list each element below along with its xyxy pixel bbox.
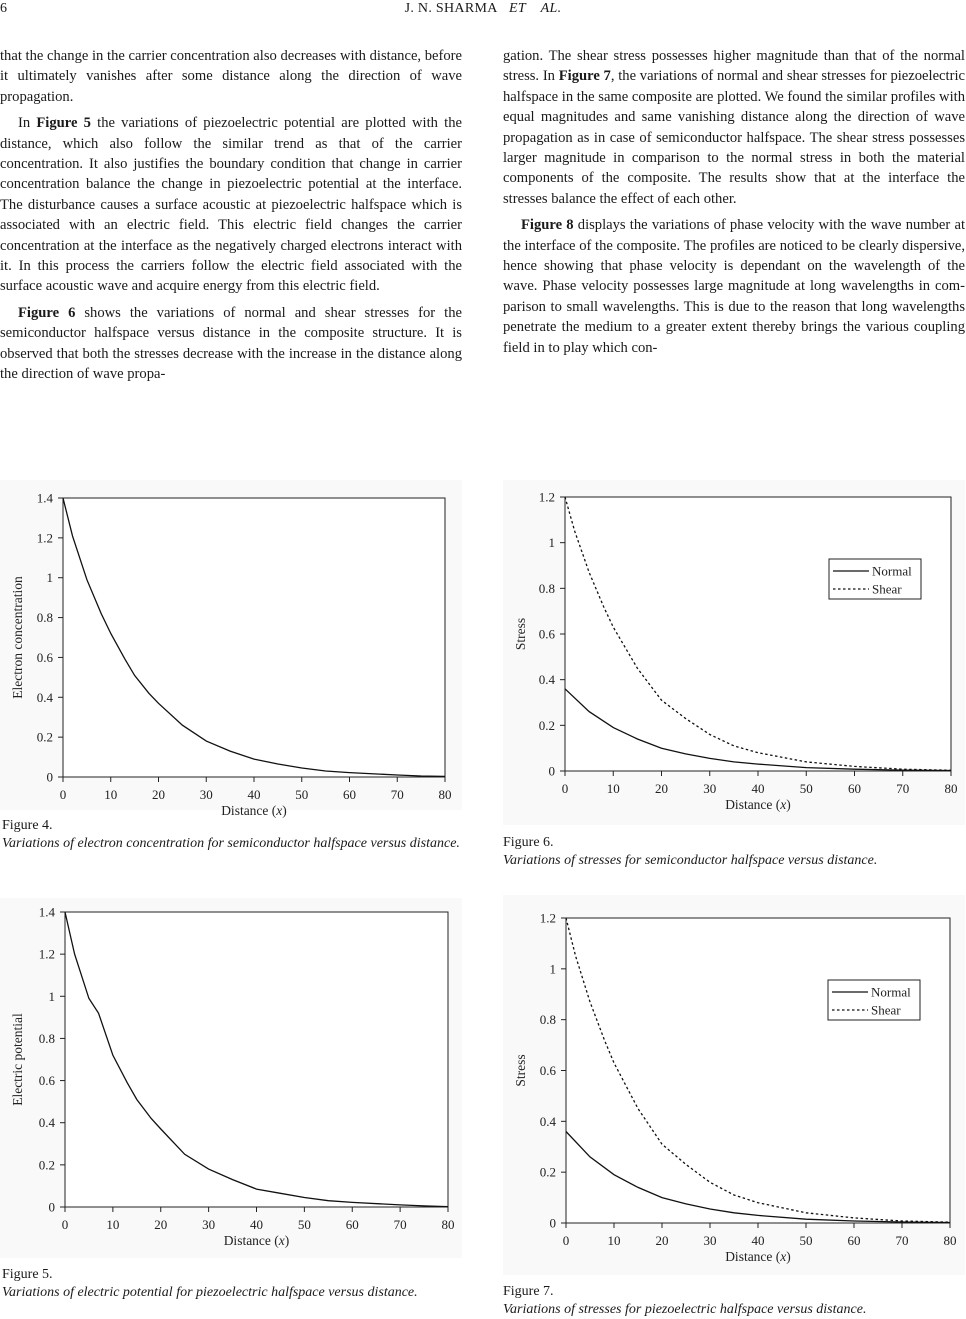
x-tick-label: 60 — [343, 787, 356, 802]
x-tick-label: 10 — [104, 787, 118, 802]
y-axis-label: Stress — [513, 1054, 528, 1087]
x-tick-label: 70 — [390, 787, 404, 802]
x-tick-label: 40 — [751, 1233, 765, 1248]
y-tick-label: 1 — [46, 570, 53, 586]
figure-5-caption-text: Variations of electric potential for piezoelectric halfspace versus distance. — [2, 1285, 418, 1300]
figure-6-caption — [503, 834, 965, 870]
x-tick-label: 0 — [59, 787, 67, 802]
figure-reference: Figure 7 — [558, 68, 611, 85]
y-tick-label: 0.8 — [538, 580, 555, 596]
x-tick-label: 50 — [799, 781, 813, 796]
left-column-paragraph — [0, 46, 462, 107]
x-tick-label: 60 — [848, 781, 861, 796]
plot-frame — [565, 497, 951, 771]
x-tick-label: 80 — [441, 1217, 455, 1232]
text-run: In — [18, 115, 37, 132]
figure-5-caption — [2, 1266, 462, 1302]
x-axis-label: Distance (x) — [221, 803, 287, 818]
legend-label: Normal — [871, 984, 911, 1000]
y-tick-label: 0 — [46, 769, 53, 785]
x-tick-label: 20 — [152, 787, 165, 802]
text-run: gation. The shear stress possesses higher magnitude than that of the normal stress. In — [503, 48, 965, 85]
figure-5-chart — [0, 898, 462, 1258]
plot-frame — [566, 918, 950, 1223]
figure-7-chart — [503, 895, 965, 1275]
y-axis-label: Electron concentration — [10, 576, 25, 699]
x-tick-label: 20 — [154, 1217, 168, 1232]
y-tick-label: 0.6 — [38, 1073, 55, 1089]
x-tick-label: 40 — [247, 787, 261, 802]
x-tick-label: 0 — [61, 1217, 69, 1232]
y-tick-label: 1.2 — [538, 489, 555, 505]
figure-6-plot — [503, 480, 965, 825]
y-tick-label: 0.8 — [36, 610, 53, 626]
text-run: that the change in the carrier concentration also decreases with distance, before it ultimately vanishes after some distance along the direction of wave propagation. — [0, 48, 462, 105]
x-tick-label: 10 — [606, 781, 620, 796]
x-tick-label: 60 — [847, 1233, 861, 1248]
y-tick-label: 0.4 — [36, 689, 53, 705]
left-column-paragraph — [0, 303, 462, 385]
y-tick-label: 1 — [549, 961, 556, 977]
x-tick-label: 0 — [562, 1233, 570, 1248]
figure-5-plot — [0, 898, 462, 1258]
x-axis-label: Distance (x) — [725, 797, 791, 812]
figure-4-chart — [0, 480, 462, 818]
y-tick-label: 0.2 — [38, 1157, 55, 1173]
y-axis-label: Electric potential — [10, 1013, 25, 1106]
x-tick-label: 70 — [896, 781, 910, 796]
y-tick-label: 1.4 — [36, 490, 53, 506]
figure-4-caption-text: Variations of electron concentration for semiconductor halfspace versus distance. — [2, 836, 460, 851]
y-tick-label: 0.8 — [539, 1012, 556, 1028]
y-tick-label: 0.6 — [538, 626, 555, 642]
right-column-paragraph — [503, 215, 965, 358]
figure-reference: Figure 5 — [36, 115, 91, 132]
y-tick-label: 1.2 — [36, 530, 53, 546]
text-run: , the variations of normal and shear stresses for piezoelectric halfspace in the same composite are plotted. We found the similar profiles with equal magnitudes and same vanishing distance along the direction of wave propagation as in case of semiconductor halfspace. The shear stress possesses larger magnitude in comparison to the normal stress in both the material components of the composite. The results show that at the interface the stresses balance the effect of each other. — [503, 68, 965, 207]
x-tick-label: 70 — [895, 1233, 909, 1248]
running-title — [0, 1, 966, 17]
y-tick-label: 0.6 — [36, 649, 53, 665]
running-title-et-al: ET AL. — [509, 1, 562, 16]
text-run: the variations of piezoelectric potential are plotted with the distance, which also follow the similar trend as that of the carrier concentration. It also justifies the boundary condition that change in carrier concentration balance the change in piezoelectric potential at the interface. The disturbance causes a surface acoustic at piezoelectric halfspace which is associated with an electric field. This electric field changes the carrier concentration at the interface as the negatively charged electrons interact with it. In this process the carriers follow the electric field associated with the surface acoustic wave and acquire energy from this electric field. — [0, 115, 462, 295]
x-tick-label: 20 — [655, 1233, 669, 1248]
figure-6-chart — [503, 480, 965, 825]
page-number: 6 — [0, 1, 7, 16]
text-run: displays the variations of phase velocity with the wave number at the interface of the composite. The profiles are noticed to be clearly dispersive, hence showing that phase velocity is dependant on the wavelength of the wave. Phase velocity possesses large magnitude at long wavelengths in comparison to small wavelengths. This is due to the reason that long wavelengths penetrate the medium to a greater extent thereby brings the various coupling field in to play which con- — [503, 217, 965, 356]
x-tick-label: 0 — [561, 781, 569, 796]
x-tick-label: 50 — [799, 1233, 813, 1248]
x-tick-label: 60 — [345, 1217, 359, 1232]
x-tick-label: 40 — [751, 781, 765, 796]
figure-4-label: Figure 4. — [2, 818, 53, 833]
left-text-column — [0, 46, 462, 385]
legend-label: Normal — [872, 563, 912, 579]
figure-reference: Figure 8 — [521, 217, 574, 234]
y-tick-label: 1.2 — [539, 910, 556, 926]
y-tick-label: 0.8 — [38, 1030, 55, 1046]
y-tick-label: 0 — [48, 1199, 55, 1215]
right-column-paragraph — [503, 46, 965, 209]
x-tick-label: 50 — [297, 1217, 311, 1232]
y-tick-label: 0.4 — [539, 1113, 556, 1129]
x-axis-label: Distance (x) — [725, 1249, 791, 1264]
y-tick-label: 0.2 — [538, 717, 555, 733]
figure-6-caption-text: Variations of stresses for semiconductor halfspace versus distance. — [503, 853, 878, 868]
figure-6-label: Figure 6. — [503, 835, 554, 850]
text-run: shows the variations of normal and shear stresses for the semiconductor halfspace versus distance in the composite structure. It is observed that both the stresses decrease with the increase in the distance along the direction of wave propa- — [0, 304, 462, 383]
x-tick-label: 50 — [295, 787, 309, 802]
plot-frame — [65, 912, 448, 1207]
figure-4-caption — [2, 817, 462, 853]
x-tick-label: 40 — [250, 1217, 263, 1232]
x-tick-label: 20 — [655, 781, 668, 796]
x-tick-label: 30 — [202, 1217, 216, 1232]
x-tick-label: 70 — [393, 1217, 407, 1232]
x-tick-label: 80 — [943, 1233, 957, 1248]
x-tick-label: 30 — [703, 781, 717, 796]
x-tick-label: 80 — [438, 787, 452, 802]
plot-frame — [63, 498, 445, 777]
y-tick-label: 0 — [549, 1215, 556, 1231]
y-tick-label: 1 — [548, 535, 555, 551]
x-axis-label: Distance (x) — [223, 1233, 290, 1248]
y-tick-label: 1.2 — [38, 946, 55, 962]
left-column-paragraph — [0, 113, 462, 297]
y-tick-label: 1 — [48, 988, 55, 1004]
y-tick-label: 0.2 — [539, 1164, 556, 1180]
figure-7-caption — [503, 1283, 965, 1319]
right-text-column — [503, 46, 965, 358]
chart-legend — [828, 980, 920, 1020]
figure-7-plot — [503, 895, 965, 1275]
x-tick-label: 30 — [703, 1233, 717, 1248]
figure-reference: Figure 6 — [18, 304, 76, 321]
figure-7-label: Figure 7. — [503, 1284, 554, 1299]
y-tick-label: 0.6 — [539, 1063, 556, 1078]
figure-5-label: Figure 5. — [2, 1267, 53, 1282]
figure-7-caption-text: Variations of stresses for piezoelectric halfspace versus distance. — [503, 1302, 867, 1317]
chart-legend — [829, 559, 921, 599]
figure-4-plot — [0, 480, 462, 818]
y-tick-label: 1.4 — [38, 904, 55, 920]
x-tick-label: 30 — [199, 787, 213, 802]
legend-label: Shear — [872, 581, 902, 597]
x-tick-label: 80 — [944, 781, 958, 796]
x-tick-label: 10 — [607, 1233, 621, 1248]
y-axis-label: Stress — [513, 617, 528, 651]
legend-label: Shear — [871, 1002, 901, 1018]
y-tick-label: 0 — [548, 763, 555, 779]
y-tick-label: 0.2 — [36, 729, 53, 745]
running-title-author: J. N. SHARMA — [404, 1, 498, 16]
y-tick-label: 0.4 — [538, 672, 555, 688]
y-tick-label: 0.4 — [38, 1115, 55, 1131]
page-header — [0, 0, 966, 22]
x-tick-label: 10 — [106, 1217, 120, 1232]
